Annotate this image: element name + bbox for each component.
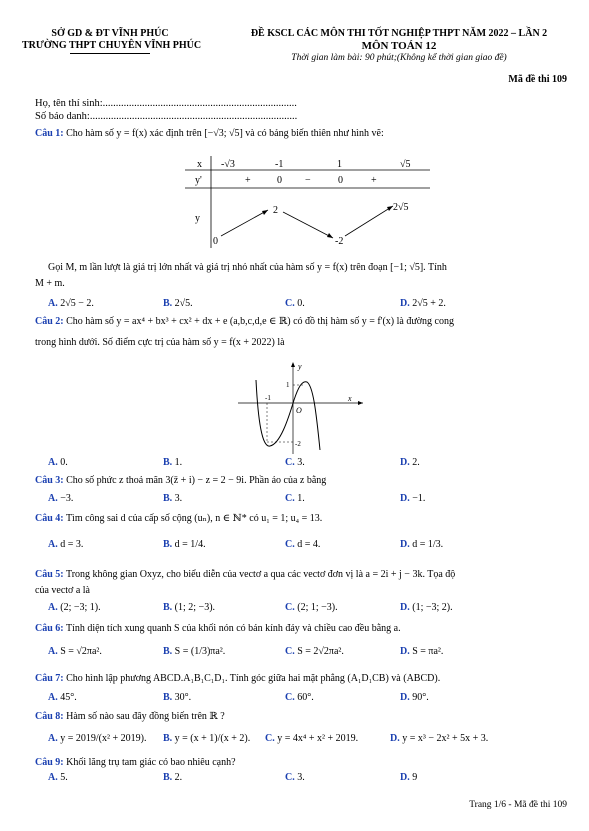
question-label: Câu 2: bbox=[35, 316, 64, 327]
option-b[interactable]: B. 1. bbox=[163, 457, 183, 468]
option-d[interactable]: D. 9 bbox=[400, 772, 418, 783]
student-name-field[interactable]: Họ, tên thí sinh:.......................................................................... bbox=[35, 98, 297, 109]
table-x-value: -1 bbox=[275, 159, 284, 170]
option-a[interactable]: A. 5. bbox=[48, 772, 68, 783]
subject-title: MÔN TOÁN 12 bbox=[361, 40, 437, 52]
question-1 bbox=[35, 128, 384, 139]
option-b[interactable]: B. y = (x + 1)/(x + 2). bbox=[163, 733, 251, 744]
option-b[interactable]: B. 30°. bbox=[163, 692, 192, 703]
table-yprime-label: y' bbox=[195, 175, 202, 186]
option-d[interactable]: D. 2√5 + 2. bbox=[400, 298, 446, 309]
option-c[interactable]: C. 3. bbox=[285, 457, 305, 468]
option-c[interactable]: C. 0. bbox=[285, 298, 305, 309]
question-label: Câu 8: bbox=[35, 711, 64, 722]
question-text: Cho hình lập phương ABCD.A₁B₁C₁D₁. Tính góc giữa hai mặt phẳng (A₁D₁CB) và (ABCD). bbox=[66, 673, 441, 684]
option-d[interactable]: D. (1; −3; 2). bbox=[400, 602, 453, 613]
question-2 bbox=[35, 316, 454, 327]
graph-x-axis: x bbox=[348, 394, 352, 403]
question-8 bbox=[35, 711, 225, 722]
student-id-field[interactable]: Số báo danh:............................................................................... bbox=[35, 111, 298, 122]
option-c[interactable]: C. y = 4x⁴ + x² + 2019. bbox=[265, 733, 359, 744]
question-7 bbox=[35, 673, 440, 684]
question-label: Câu 3: bbox=[35, 475, 64, 486]
table-x-value: 1 bbox=[337, 159, 342, 170]
table-y-value: 2√5 bbox=[393, 202, 409, 213]
table-x-value: √5 bbox=[400, 159, 411, 170]
question-label: Câu 7: bbox=[35, 673, 64, 684]
option-b[interactable]: B. (1; 2; −3). bbox=[163, 602, 216, 613]
option-a[interactable]: A. y = 2019/(x² + 2019). bbox=[48, 733, 147, 744]
option-b[interactable]: B. d = 1/4. bbox=[163, 539, 206, 550]
question-text: Hàm số nào sau đây đồng biến trên ℝ ? bbox=[66, 711, 225, 722]
table-sign: − bbox=[305, 175, 311, 186]
option-a[interactable]: A. −3. bbox=[48, 493, 74, 504]
table-y-label: y bbox=[195, 213, 200, 224]
variation-table bbox=[185, 156, 430, 248]
school-department: SỞ GD & ĐT VĨNH PHÚC bbox=[51, 28, 169, 39]
graph-y-axis: y bbox=[298, 362, 302, 371]
table-y-value: -2 bbox=[335, 236, 344, 247]
option-d[interactable]: D. S = πa². bbox=[400, 646, 444, 657]
option-a[interactable]: A. S = √2πa². bbox=[48, 646, 102, 657]
table-y-value: 2 bbox=[273, 205, 278, 216]
question-label: Câu 4: bbox=[35, 513, 64, 524]
question-label: Câu 1: bbox=[35, 128, 64, 139]
derivative-graph bbox=[238, 360, 368, 455]
table-sign: 0 bbox=[338, 175, 343, 186]
table-x-label: x bbox=[197, 159, 202, 170]
graph-tick-1: 1 bbox=[286, 381, 290, 389]
question-text: Tìm công sai d của cấp số cộng (uₙ), n ∈ ℕ* có u₁ = 1; u₄ = 13. bbox=[65, 513, 323, 524]
question-text: Cho hàm số y = ax⁴ + bx³ + cx² + dx + e (a,b,c,d,e ∈ ℝ) có đồ thị hàm số y = f'(x) là đường cong bbox=[66, 316, 454, 327]
question-text: Cho hàm số y = f(x) xác định trên [−√3; √5] và có bảng biến thiên như hình vẽ: bbox=[66, 128, 384, 139]
graph-tick-neg2: -2 bbox=[295, 440, 301, 448]
question-text: Trong không gian Oxyz, cho biểu diễn của vectơ a qua các vectơ đơn vị là a = 2i + j − 3k. Tọa độ bbox=[65, 569, 456, 580]
school-underline bbox=[70, 53, 150, 54]
option-a[interactable]: A. (2; −3; 1). bbox=[48, 602, 101, 613]
option-c[interactable]: C. (2; 1; −3). bbox=[285, 602, 338, 613]
option-c[interactable]: C. d = 4. bbox=[285, 539, 321, 550]
table-x-value: -√3 bbox=[221, 159, 235, 170]
table-sign: + bbox=[245, 175, 251, 186]
option-b[interactable]: B. 2√5. bbox=[163, 298, 193, 309]
option-c[interactable]: C. S = 2√2πa². bbox=[285, 646, 344, 657]
time-note: Thời gian làm bài: 90 phút;(Không kể thời gian giao đề) bbox=[291, 53, 507, 63]
page-footer: Trang 1/6 - Mã đề thi 109 bbox=[469, 800, 567, 810]
table-sign: 0 bbox=[277, 175, 282, 186]
question-text: Khối lăng trụ tam giác có bao nhiêu cạnh? bbox=[66, 757, 236, 768]
option-b[interactable]: B. 2. bbox=[163, 772, 183, 783]
option-c[interactable]: C. 1. bbox=[285, 493, 305, 504]
question-label: Câu 5: bbox=[35, 569, 64, 580]
question-1-text3: M + m. bbox=[35, 278, 65, 289]
option-a[interactable]: A. d = 3. bbox=[48, 539, 84, 550]
graph-tick-neg1: -1 bbox=[265, 394, 271, 402]
option-d[interactable]: D. 90°. bbox=[400, 692, 429, 703]
option-b[interactable]: B. S = (1/3)πa². bbox=[163, 646, 226, 657]
question-6 bbox=[35, 623, 401, 634]
question-text: Tính diện tích xung quanh S của khối nón có bán kính đáy và chiều cao đều bằng a. bbox=[65, 623, 401, 634]
school-name: TRƯỜNG THPT CHUYÊN VĨNH PHÚC bbox=[22, 40, 202, 51]
option-d[interactable]: D. d = 1/3. bbox=[400, 539, 444, 550]
option-d[interactable]: D. y = x³ − 2x² + 5x + 3. bbox=[390, 733, 489, 744]
graph-origin: O bbox=[296, 406, 302, 415]
option-b[interactable]: B. 3. bbox=[163, 493, 183, 504]
table-y-value: 0 bbox=[213, 236, 218, 247]
option-d[interactable]: D. −1. bbox=[400, 493, 426, 504]
option-a[interactable]: A. 2√5 − 2. bbox=[48, 298, 94, 309]
question-9 bbox=[35, 757, 236, 768]
question-5-text2: của vectơ a là bbox=[35, 585, 90, 596]
option-d[interactable]: D. 2. bbox=[400, 457, 420, 468]
option-c[interactable]: C. 60°. bbox=[285, 692, 314, 703]
exam-title: ĐỀ KSCL CÁC MÔN THI TỐT NGHIỆP THPT NĂM 2022 – LẦN 2 bbox=[250, 28, 548, 39]
option-a[interactable]: A. 0. bbox=[48, 457, 68, 468]
exam-code: Mã đề thi 109 bbox=[508, 74, 567, 85]
question-1-text2: Gọi M, m lần lượt là giá trị lớn nhất và giá trị nhỏ nhất của hàm số y = f(x) trên đoạn [−1; √5]. Tính bbox=[48, 262, 447, 273]
question-2-text2: trong hình dưới. Số điểm cực trị của hàm số y = f(x + 2022) là bbox=[35, 337, 285, 348]
option-c[interactable]: C. 3. bbox=[285, 772, 305, 783]
question-4 bbox=[35, 513, 322, 524]
table-sign: + bbox=[371, 175, 377, 186]
question-label: Câu 9: bbox=[35, 757, 64, 768]
question-text: Cho số phức z thoả mãn 3(z̄ + i) − z = 2 − 9i. Phần ảo của z bằng bbox=[66, 475, 327, 486]
question-3 bbox=[35, 475, 326, 486]
question-label: Câu 6: bbox=[35, 623, 64, 634]
question-5 bbox=[35, 569, 455, 580]
option-a[interactable]: A. 45°. bbox=[48, 692, 77, 703]
